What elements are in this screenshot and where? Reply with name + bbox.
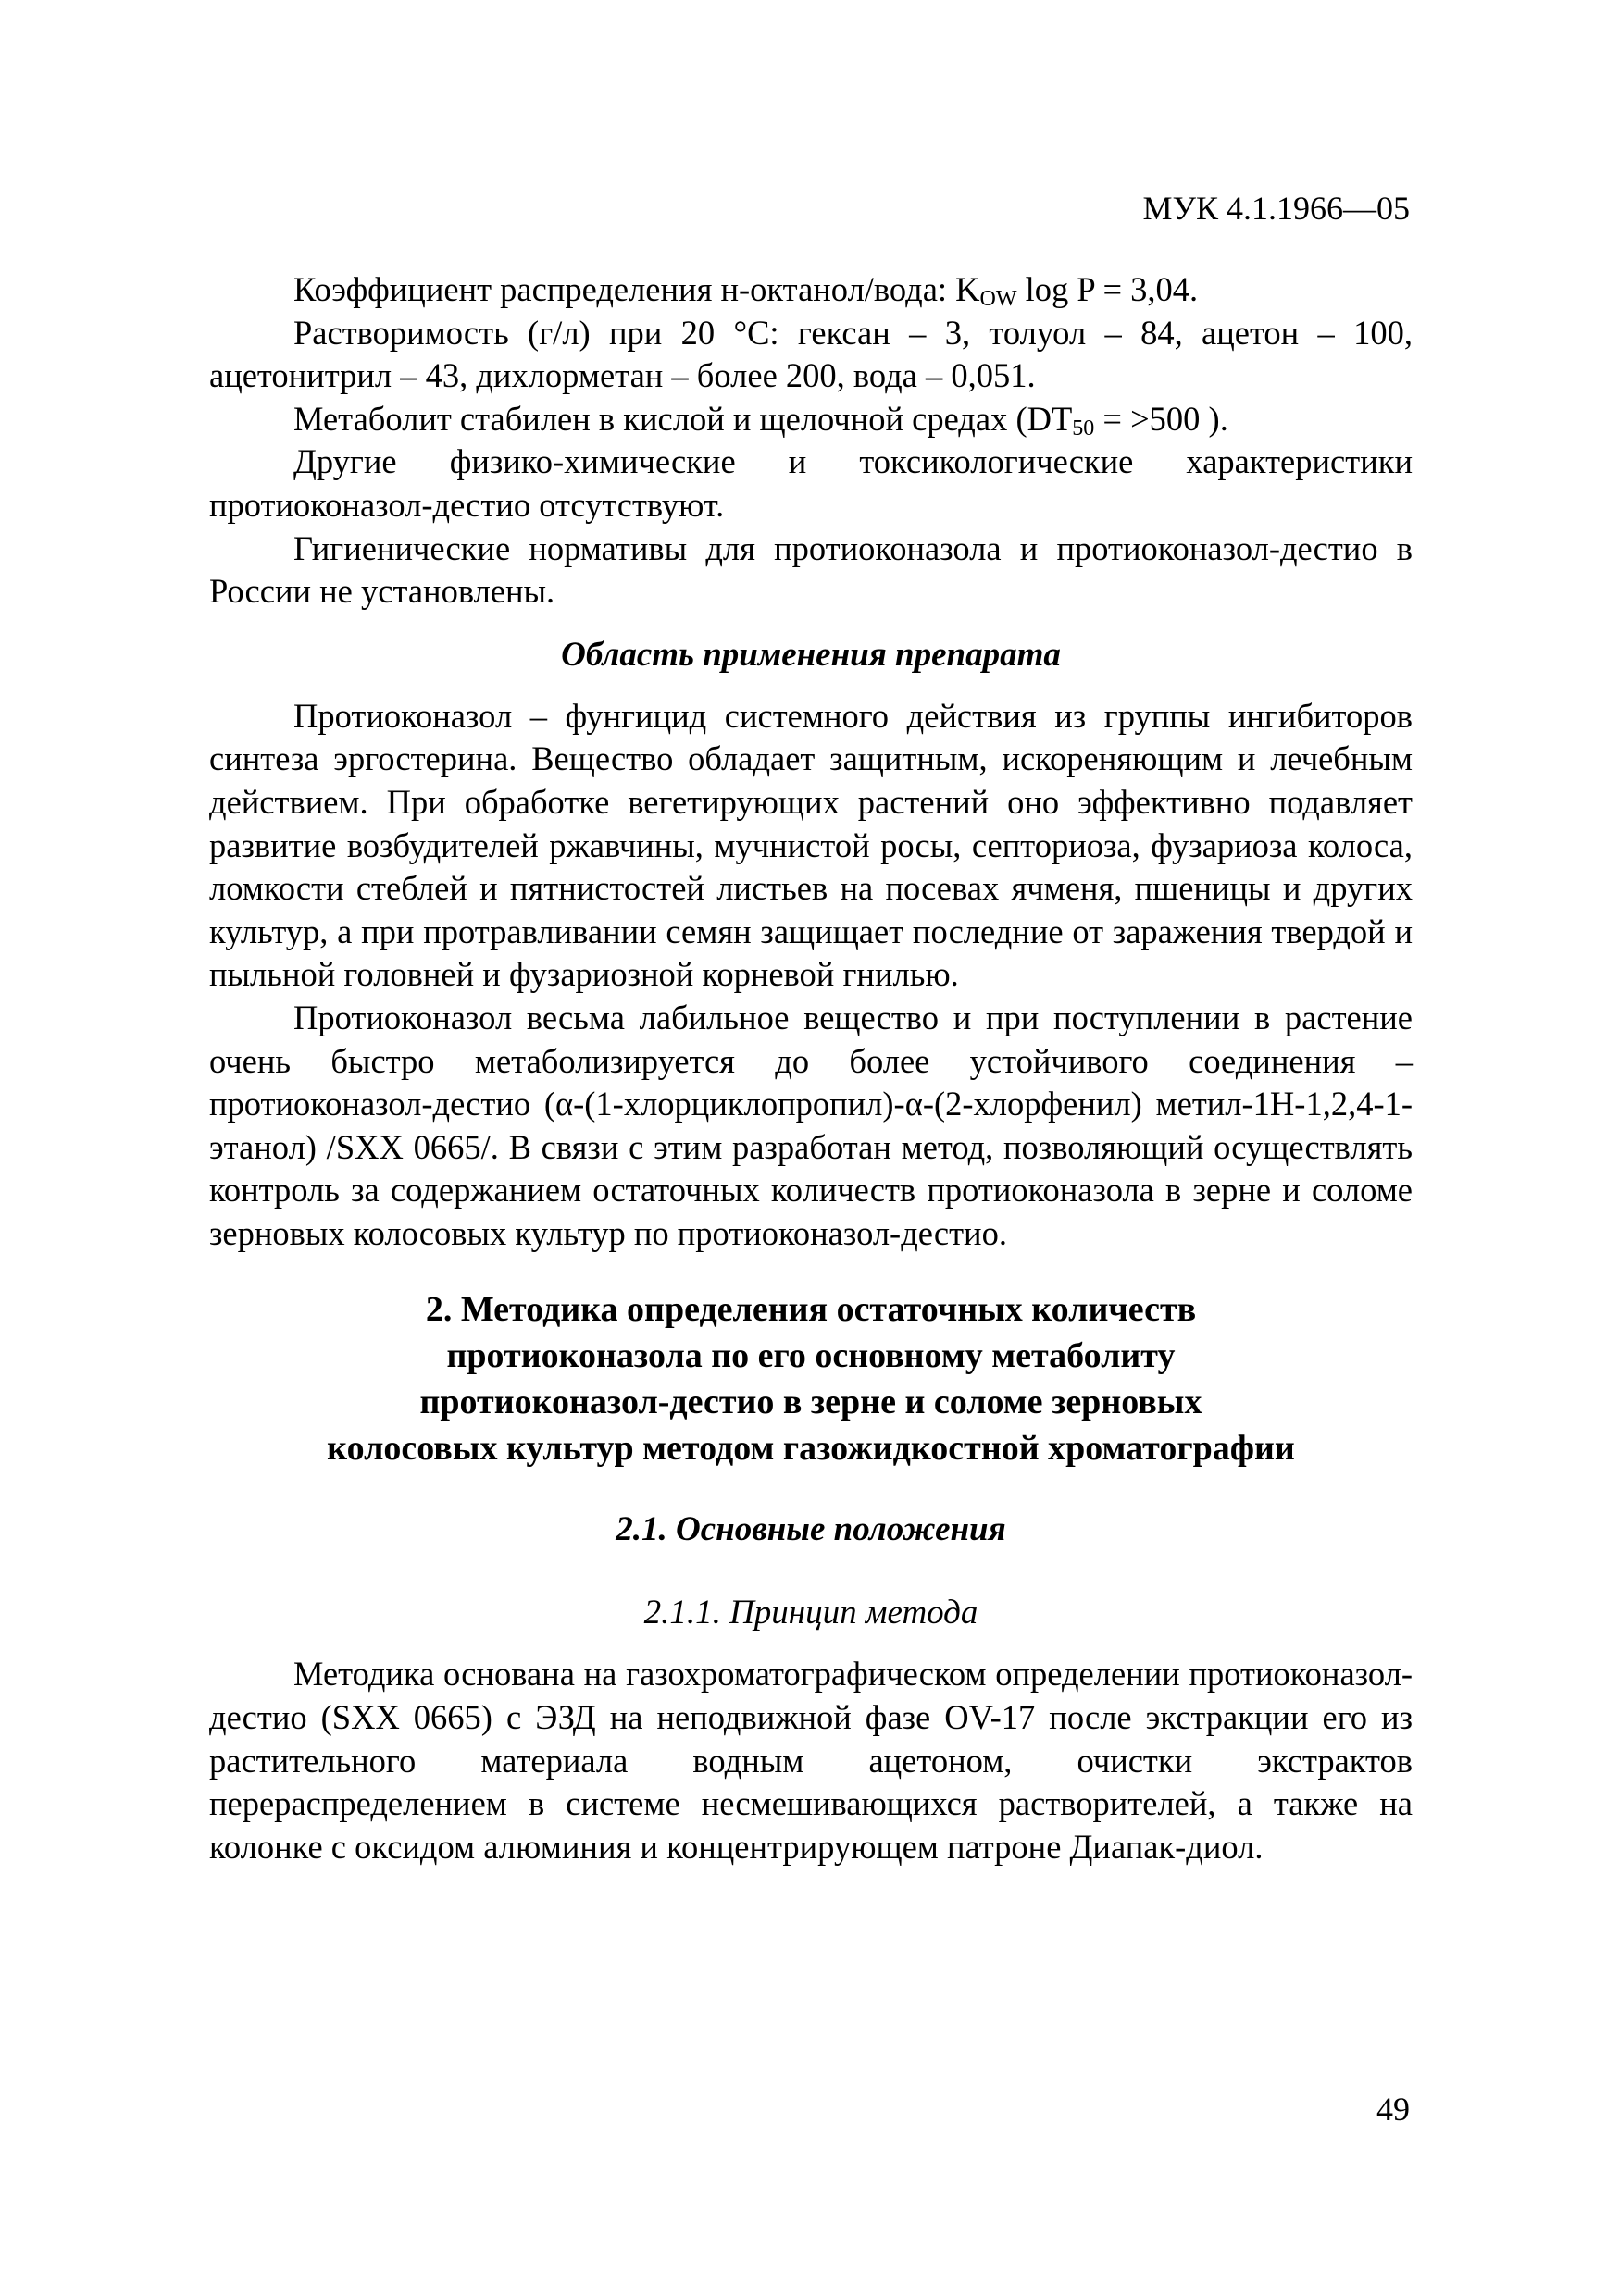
stability-text-end: = >500 ). [1094,399,1228,438]
subsection-2-1-1-heading: 2.1.1. Принцип метода [643,1594,978,1632]
other-props-paragraph: Другие физико-химические и токсикологические характеристики протиоконазол-дестио отсутствуют. [209,442,1413,524]
principle-paragraph: Методика основана на газохроматографическом определении протиоконазол-дестио (SXX 0665) с ЭЗД на неподвижной фазе OV-17 после экстракции его из растительного материала водным ацетоном, очистки экстрактов перераспределением в системе несмешивающихся растворителей, а также на колонке с оксидом алюминия и концентрирующем патроне Диапак-диол. [209,1655,1413,1866]
kow-subscript: OW [979,287,1017,311]
kow-text: Коэффициент распределения н-октанол/вода: K [293,270,980,308]
stability-subscript: 50 [1072,416,1095,441]
kow-text-end: log P = 3,04. [1016,270,1199,308]
section-2-title-line: 2. Методика определения остаточных количеств [425,1290,1197,1330]
stability-text: Метаболит стабилен в кислой и щелочной средах (DT [293,399,1073,438]
hygiene-paragraph: Гигиенические нормативы для протиоконазола и протиоконазол-дестио в России не установлены. [209,528,1413,611]
solubility-paragraph: Растворимость (г/л) при 20 °С: гексан – 3, толуол – 84, ацетон – 100, ацетонитрил – 43, дихлорметан – более 200, вода – 0,051. [209,313,1413,395]
section-2-title-line: протиоконазола по его основному метаболиту [446,1336,1176,1376]
subsection-2-1-heading: 2.1. Основные положения [616,1510,1006,1549]
section-2-title [209,1286,1413,1471]
kow-paragraph [209,268,1413,312]
page-content [209,268,1413,1868]
application-paragraph-1: Протиоконазол – фунгицид системного действия из группы ингибиторов синтеза эргостерина. Вещество обладает защитным, искореняющим и лечебным действием. При обработке вегетирующих растений оно эффективно подавляет развитие возбудителей ржавчины, мучнистой росы, септориоза, фузариоза колоса, ломкости стеблей и пятнистостей листьев на посевах ячменя, пшеницы и других культур, а при протравливании семян защищает последние от заражения твердой и пыльной головней и фузариозной корневой гнилью. [209,696,1413,994]
application-heading: Область применения препарата [561,635,1061,674]
page-number: 49 [1376,2091,1410,2128]
application-paragraph-2: Протиоконазол весьма лабильное вещество и при поступлении в растение очень быстро метаболизируется до более устойчивого соединения – протиоконазол-дестио (α-(1-хлорциклопропил)-α-(2-хлорфенил) метил-1Н-1,2,4-1-этанол) /SXX 0665/. В связи с этим разработан метод, позволяющий осуществлять контроль за содержанием остаточных количеств протиоконазола в зерне и соломе зерновых колосовых культур по протиоконазол-дестио. [209,998,1413,1252]
document-code: МУК 4.1.1966—05 [1142,190,1410,227]
section-2-title-line: протиоконазол-дестио в зерне и соломе зерновых [419,1383,1202,1422]
section-2-title-line: колосовых культур методом газожидкостной хроматографии [327,1429,1295,1469]
stability-paragraph [209,398,1413,441]
